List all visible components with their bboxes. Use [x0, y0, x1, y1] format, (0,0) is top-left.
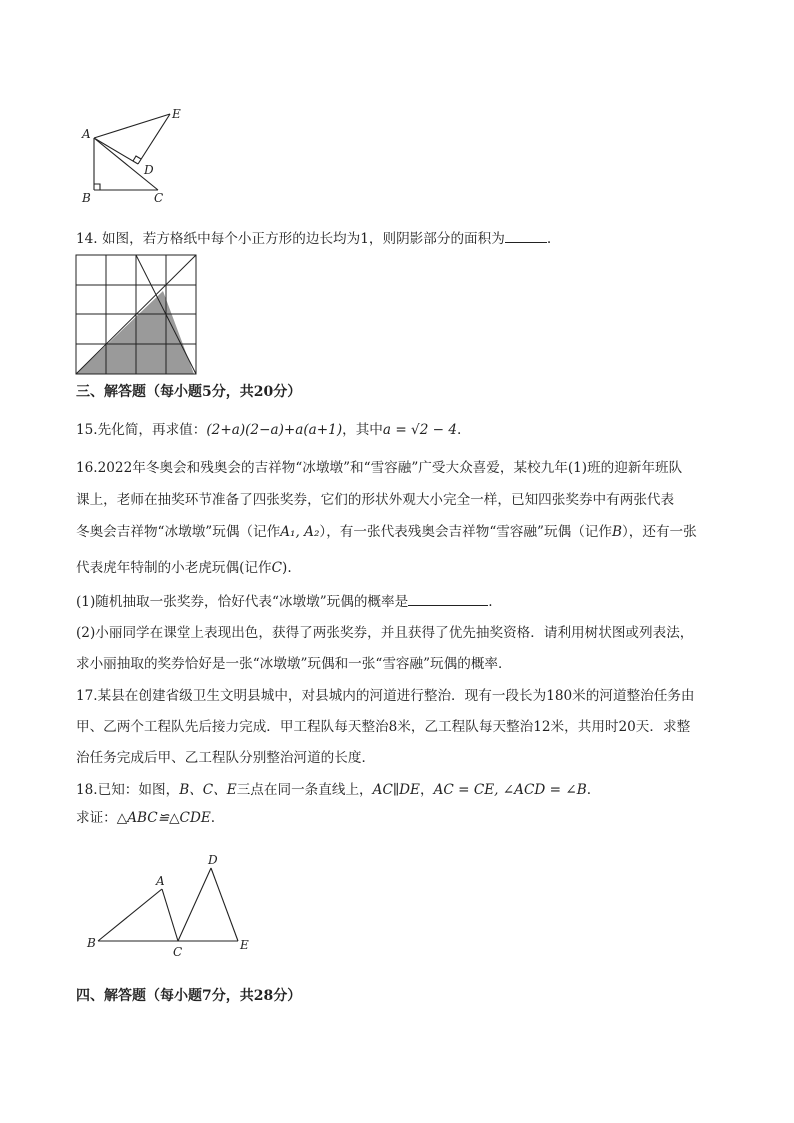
- q18-condition-2: AC = CE, ∠ACD = ∠B: [433, 782, 587, 798]
- q16-line1: 2022年冬奥会和残奥会的吉祥物“冰墩墩”和“雪容融”广受大众喜爱，某校九年(1)班的迎新年班队: [97, 460, 683, 476]
- q16-line4b: ).: [282, 560, 292, 576]
- question-14: [76, 228, 551, 249]
- q16-symbol-a: A₁, A₂: [280, 524, 320, 540]
- q17-line1: 某县在创建省级卫生文明县城中，对县城内的河道进行整治．现有一段长为180米的河道整治任务由: [97, 688, 695, 704]
- q17-line2: 甲、乙两个工程队先后接力完成．甲工程队每天整治8米，乙工程队每天整治12米，共用时20天．求整: [76, 719, 691, 735]
- label-D: D: [208, 853, 218, 867]
- q15-number: 15.: [76, 422, 98, 438]
- q15-end: .: [457, 422, 462, 438]
- label-A: A: [156, 874, 165, 888]
- label-B: B: [82, 191, 91, 205]
- q18-prove-end: .: [210, 810, 216, 826]
- q18-prove-label: 求证：: [76, 810, 117, 826]
- question-17-line-1: [76, 686, 695, 706]
- q14-number: 14.: [76, 231, 98, 247]
- q16-sub1-text: (1)随机抽取一张奖券，恰好代表“冰墩墩”玩偶的概率是: [76, 594, 409, 610]
- q17-line3: 治任务完成后甲、乙工程队分别整治河道的长度．: [76, 750, 376, 766]
- question-16-line-1: [76, 458, 682, 478]
- q16-sub1-end: .: [488, 594, 493, 610]
- shaded-region: [76, 291, 194, 374]
- q16-symbol-b: B: [611, 524, 622, 540]
- label-E: E: [172, 107, 181, 121]
- q18-comma: ，: [419, 782, 434, 798]
- q14-end: .: [546, 231, 552, 247]
- q16-line3a: 冬奥会吉祥物“冰墩墩”玩偶（记作: [76, 524, 281, 540]
- question-18: [76, 780, 591, 800]
- label-E: E: [240, 938, 249, 952]
- q16-line4a: 代表虎年特制的小老虎玩偶(记作: [76, 560, 272, 576]
- q18-condition-1: AC∥DE: [372, 782, 420, 798]
- question-16-line-4: [76, 558, 292, 578]
- label-D: D: [144, 163, 154, 177]
- q15-where: ，其中: [342, 422, 383, 438]
- q14-answer-blank: [505, 228, 547, 243]
- q18-text2: 三点在同一条直线上，: [236, 782, 373, 798]
- q15-value: a = √2 − 4: [382, 422, 458, 438]
- question-18-prove: [76, 808, 215, 828]
- q18-points: B、C、E: [179, 782, 237, 798]
- label-C: C: [173, 945, 183, 959]
- q16-sub1-answer-blank: [408, 591, 488, 606]
- q18-text1: 已知：如图，: [97, 782, 180, 798]
- q16-symbol-c: C: [271, 560, 283, 576]
- q16-line2: 课上，老师在抽奖环节准备了四张奖券，它们的形状外观大小完全一样，已知四张奖券中有两张代表: [76, 492, 675, 508]
- q16-sub2-line1: (2)小丽同学在课堂上表现出色，获得了两张奖券，并且获得了优先抽奖资格．请利用树状图或列表法，: [76, 625, 694, 641]
- q18-number: 18.: [76, 782, 98, 798]
- question-16-sub-1: [76, 591, 493, 612]
- section-4-title: 四、解答题（每小题7分，共28分）: [76, 988, 302, 1004]
- q15-expression: (2+a)(2−a)+a(a+1): [206, 422, 343, 438]
- question-16-line-3: [76, 522, 697, 542]
- q16-sub2-line2: 求小丽抽取的奖券恰好是一张“冰墩墩”玩偶和一张“雪容融”玩偶的概率．: [76, 656, 512, 672]
- figure-q18: [84, 850, 254, 962]
- label-B: B: [87, 936, 96, 950]
- q14-text: 如图，若方格纸中每个小正方形的边长均为1，则阴影部分的面积为: [101, 231, 505, 247]
- q16-number: 16.: [76, 460, 98, 476]
- q17-number: 17.: [76, 688, 98, 704]
- question-15: [76, 420, 461, 440]
- label-C: C: [154, 191, 164, 205]
- section-3-title: 三、解答题（每小题5分，共20分）: [76, 384, 302, 400]
- q18-end: .: [586, 782, 592, 798]
- q18-prove-statement: △ABC≌△CDE: [116, 810, 211, 826]
- figure-q13: [76, 100, 196, 210]
- label-A: A: [82, 127, 91, 141]
- q15-text: 先化简，再求值：: [97, 422, 207, 438]
- q16-line3c: ），还有一张: [621, 524, 697, 540]
- figure-q14-grid: [74, 254, 198, 376]
- q16-line3b: ），有一张代表残奥会吉祥物“雪容融”玩偶（记作: [319, 524, 612, 540]
